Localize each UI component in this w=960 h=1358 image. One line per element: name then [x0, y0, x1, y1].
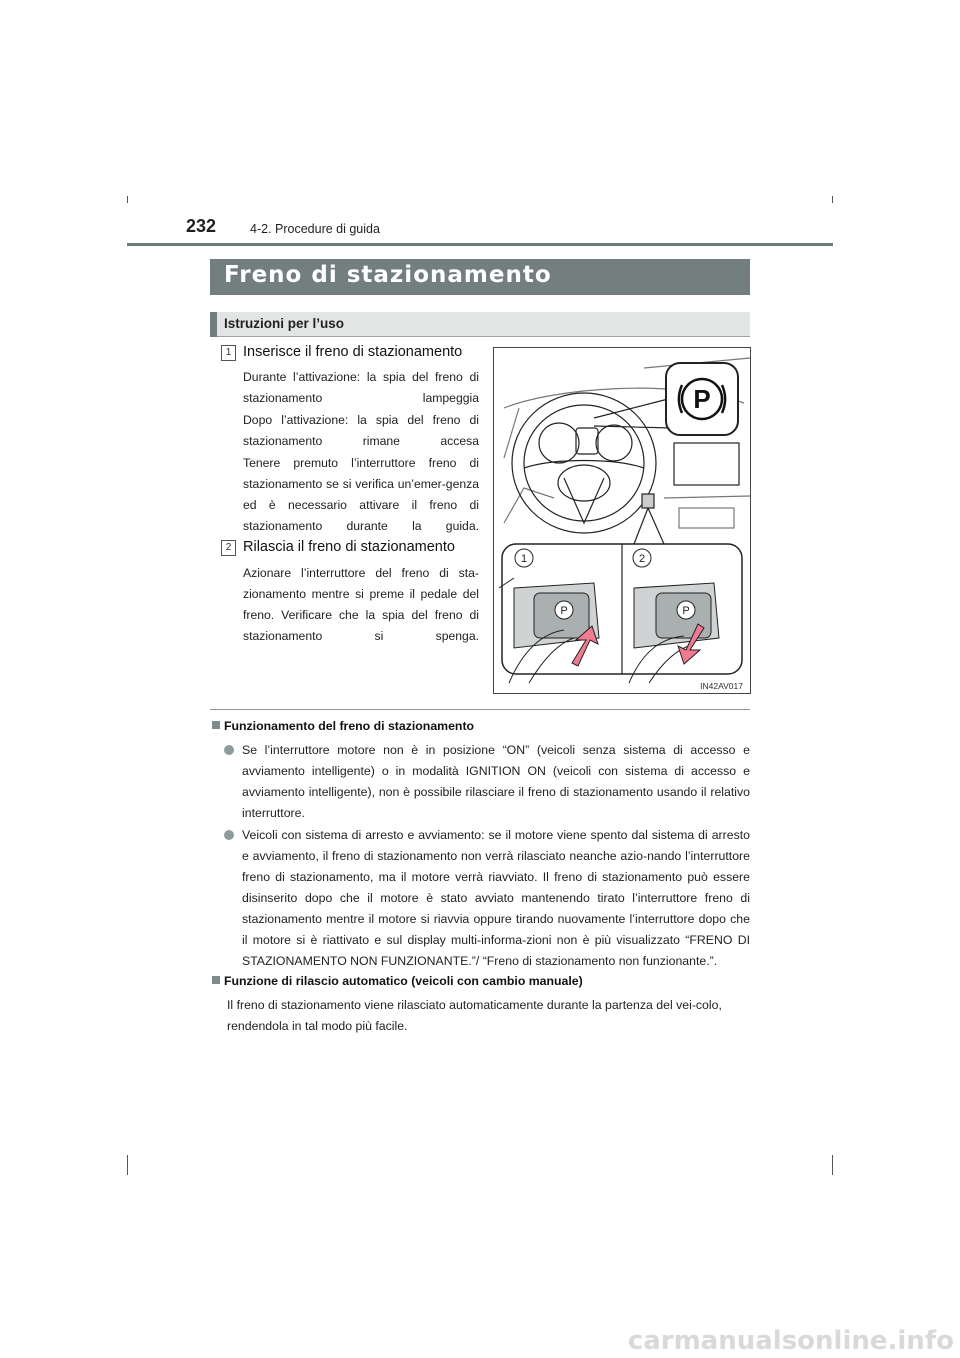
subtitle-accent: [210, 312, 217, 337]
page-number: 232: [186, 216, 217, 236]
step-2-title: Rilascia il freno di stazionamento: [243, 539, 455, 555]
p-symbol-callout: P: [693, 384, 711, 414]
note-heading-2-text: Funzione di rilascio automatico (veicoli con cambio manuale): [224, 974, 583, 988]
callout-2: 2: [638, 553, 646, 565]
note-heading-1: [212, 719, 474, 733]
section-label: 4-2. Procedure di guida: [250, 222, 380, 236]
section-divider: [210, 709, 750, 710]
switch-p-2: P: [682, 605, 690, 617]
subtitle: Istruzioni per l’uso: [224, 316, 345, 331]
circle-bullet-icon: [224, 745, 234, 755]
callout-1: 1: [520, 553, 528, 565]
step-2-paragraph: Azionare l’interruttore del freno di sta-zionamento mentre si preme il pedale del freno. Verificare che la spia del freno di stazionamento si spenga.: [243, 566, 479, 643]
note-heading-2: [212, 974, 583, 988]
circle-bullet-icon: [224, 830, 234, 840]
square-bullet-icon: [212, 721, 220, 729]
step-1-paragraph: Dopo l’attivazione: la spia del freno di stazionamento rimane accesa: [243, 413, 479, 448]
watermark: carmanualsonline.info: [627, 1326, 954, 1356]
step-number-2: 2: [221, 540, 236, 556]
crop-mark: [127, 196, 128, 203]
note-bullet-1: [224, 740, 750, 824]
illustration-drawing: [494, 348, 750, 693]
note-bullet-1-text: Se l’interruttore motore non è in posizione “ON” (veicoli senza sistema di accesso e avviamento intelligente) o in modalità IGNITION ON (veicoli con sistema di accesso e avviamento intelligente), non è possibile rilasciare il freno di stazionamento usando il relativo interruttore.: [242, 743, 750, 820]
note-bullet-2: [224, 825, 750, 972]
note-bullet-2-text: Veicoli con sistema di arresto e avviamento: se il motore viene spento dal sistema di arresto e avviamento, il freno di stazionamento non verrà rilasciato neanche azio-nando l’interruttore freno di stazionamento, ma il motore verrà riavviato. Il freno di stazionamento può essere disinserito dopo che il motore è stato avviato mantenendo tirato l’interruttore freno di stazionamento mentre il motore si riavvia oppure tirando nuovamente l’interruttore dopo che il motore si è riattivato e sul display multi-informa-zioni non è più visualizzato “FRENO DI STAZIONAMENTO NON FUNZIONANTE.”/ “Freno di stazionamento non funzionante.”.: [242, 828, 750, 968]
step-1-title: Inserisce il freno di stazionamento: [243, 344, 463, 360]
switch-p-1: P: [560, 605, 568, 617]
crop-mark: [832, 196, 833, 203]
crop-mark: [127, 1155, 128, 1175]
header-rule: [127, 243, 833, 246]
note-heading-1-text: Funzionamento del freno di stazionamento: [224, 719, 475, 733]
page-title: Freno di stazionamento: [224, 262, 552, 288]
illustration-code: IN42AV017: [700, 681, 743, 691]
square-bullet-icon: [212, 976, 220, 984]
parking-brake-illustration: [493, 347, 751, 694]
crop-mark: [832, 1155, 833, 1175]
step-number-1: 1: [221, 345, 236, 361]
step-1-paragraph: Tenere premuto l’interruttore freno di stazionamento se si verifica un’emer-genza ed è necessario attivare il freno di stazionamento durante la guida.: [243, 456, 479, 533]
note-paragraph-2: Il freno di stazionamento viene rilasciato automaticamente durante la partenza del vei-colo, rendendola in tal modo più facile.: [227, 998, 722, 1033]
step-1-paragraph: Durante l’attivazione: la spia del freno di stazionamento lampeggia: [243, 370, 479, 405]
